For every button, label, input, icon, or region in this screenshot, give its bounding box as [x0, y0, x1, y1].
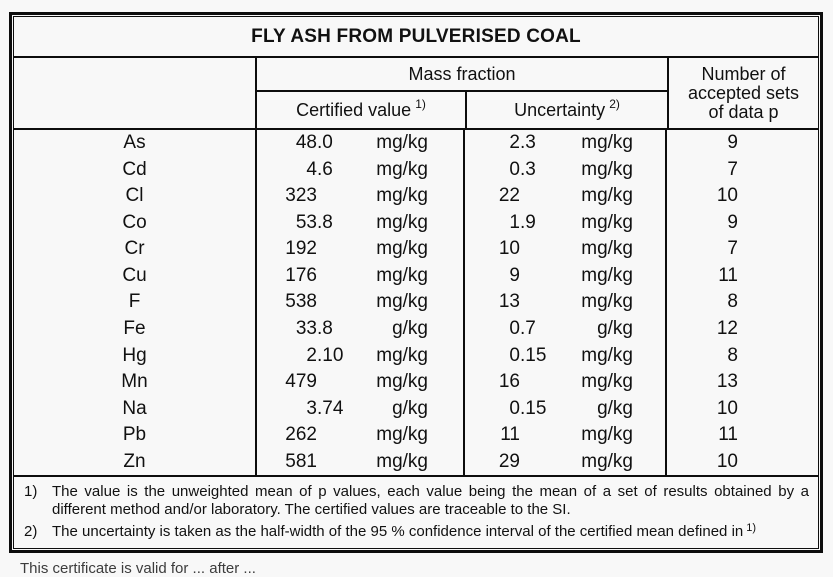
- certified-unit-cell: mg/kg: [367, 369, 465, 396]
- footnote-text: [52, 483, 812, 518]
- certified-unit-cell: mg/kg: [367, 130, 465, 157]
- certified-value-cell-fraction: .6: [317, 158, 333, 180]
- certified-value-cell-fraction: .0: [317, 132, 333, 154]
- uncertainty-unit-cell: mg/kg: [565, 422, 667, 449]
- certified-value-cell-integer: 262: [285, 424, 317, 446]
- certified-value-cell-integer: 3: [306, 397, 317, 419]
- certified-value-cell-integer: 2: [306, 344, 317, 366]
- certified-unit-cell: mg/kg: [367, 236, 465, 263]
- footnote-ref-1: 1): [415, 97, 426, 111]
- certified-value-cell: [257, 422, 367, 449]
- uncertainty-value-cell: [465, 422, 565, 449]
- uncertainty-value-cell: [465, 130, 565, 157]
- certified-value-cell-integer: 53: [295, 211, 317, 233]
- uncertainty-value-cell: [465, 342, 565, 369]
- uncertainty-value-cell-integer: 29: [498, 450, 520, 472]
- header-accepted-sets: [667, 58, 818, 128]
- certified-unit-cell: mg/kg: [367, 422, 465, 449]
- certified-value-cell-integer: 323: [285, 185, 317, 207]
- uncertainty-unit-cell: g/kg: [565, 316, 667, 343]
- uncertainty-value-cell-integer: 0: [509, 397, 520, 419]
- certified-value-cell-fraction: .8: [317, 317, 333, 339]
- element-cell: Cu: [14, 263, 257, 290]
- uncertainty-value-cell-integer: 0: [509, 317, 520, 339]
- footnote-marker: 2): [24, 523, 38, 540]
- uncertainty-value-cell: [465, 236, 565, 263]
- certified-value-cell-fraction: .10: [317, 344, 344, 366]
- sets-count-cell: 9: [727, 132, 738, 154]
- footnote-text-content: The value is the unweighted mean of p values, each value being the mean of a set of results obtained by a different method and/or laboratory. The certified values are traceable to the SI.: [52, 483, 809, 518]
- certified-unit-cell: g/kg: [367, 395, 465, 422]
- uncertainty-value-cell-integer: 10: [498, 238, 520, 260]
- uncertainty-value-cell-integer: 2: [509, 132, 520, 154]
- uncertainty-value-cell-integer: 22: [498, 185, 520, 207]
- footnote-text: [52, 523, 812, 543]
- uncertainty-value-cell-fraction: .3: [520, 158, 536, 180]
- certified-value-cell: [257, 289, 367, 316]
- header-certified-value-label: Certified value: [296, 99, 412, 120]
- certified-value-cell: [257, 342, 367, 369]
- certified-value-cell-fraction: .74: [317, 397, 344, 419]
- sets-count-cell: 11: [718, 424, 738, 446]
- table-row: [14, 236, 818, 263]
- sets-count-cell: 8: [727, 291, 738, 313]
- sets-count-cell: 10: [716, 185, 738, 207]
- uncertainty-value-cell-integer: 9: [509, 264, 520, 286]
- uncertainty-unit-cell: mg/kg: [565, 289, 667, 316]
- certified-value-cell: [257, 316, 367, 343]
- uncertainty-value-cell: [465, 263, 565, 290]
- uncertainty-unit-cell: g/kg: [565, 395, 667, 422]
- element-cell: As: [14, 130, 257, 157]
- element-cell: F: [14, 289, 257, 316]
- certified-value-cell-integer: 538: [285, 291, 317, 313]
- certified-value-cell: [257, 263, 367, 290]
- certificate-table-inner: [13, 16, 819, 549]
- certified-unit-cell: mg/kg: [367, 157, 465, 184]
- sets-count-cell: 12: [716, 317, 738, 339]
- uncertainty-unit-cell: mg/kg: [565, 369, 667, 396]
- element-cell: Fe: [14, 316, 257, 343]
- uncertainty-unit-cell: mg/kg: [565, 448, 667, 475]
- uncertainty-value-cell-fraction: .7: [520, 317, 536, 339]
- certified-unit-cell: mg/kg: [367, 263, 465, 290]
- header-uncertainty-label: Uncertainty: [514, 99, 606, 120]
- element-cell: Mn: [14, 369, 257, 396]
- element-cell: Hg: [14, 342, 257, 369]
- certified-value-cell: [257, 369, 367, 396]
- certified-value-cell: [257, 395, 367, 422]
- uncertainty-unit-cell: mg/kg: [565, 342, 667, 369]
- uncertainty-value-cell-integer: 0: [509, 344, 520, 366]
- footnote-superscript: 1): [746, 522, 757, 534]
- uncertainty-unit-cell: mg/kg: [565, 157, 667, 184]
- sets-count-cell: 7: [727, 158, 738, 180]
- table-row: [14, 130, 818, 157]
- table-row: [14, 316, 818, 343]
- uncertainty-value-cell: [465, 369, 565, 396]
- certified-value-cell: [257, 157, 367, 184]
- certified-value-cell-integer: 33: [295, 317, 317, 339]
- element-cell: Cl: [14, 183, 257, 210]
- uncertainty-value-cell: [465, 210, 565, 237]
- uncertainty-value-cell-integer: 0: [509, 158, 520, 180]
- table-row: [14, 342, 818, 369]
- uncertainty-value-cell-integer: 16: [498, 371, 520, 393]
- footer-validity-text: This certificate is valid for ... after ...: [20, 560, 256, 577]
- uncertainty-unit-cell: mg/kg: [565, 210, 667, 237]
- uncertainty-value-cell: [465, 289, 565, 316]
- footnote-ref-2: 2): [609, 97, 620, 111]
- uncertainty-unit-cell: mg/kg: [565, 263, 667, 290]
- certified-unit-cell: mg/kg: [367, 210, 465, 237]
- certified-unit-cell: mg/kg: [367, 289, 465, 316]
- header-accepted-sets-line3: of data p: [708, 101, 779, 122]
- uncertainty-value-cell: [465, 183, 565, 210]
- certified-value-cell: [257, 183, 367, 210]
- table-row: [14, 183, 818, 210]
- uncertainty-value-cell-fraction: .15: [520, 344, 547, 366]
- header-uncertainty: [465, 92, 667, 128]
- certified-unit-cell: mg/kg: [367, 183, 465, 210]
- uncertainty-value-cell: [465, 448, 565, 475]
- uncertainty-unit-cell: mg/kg: [565, 130, 667, 157]
- uncertainty-value-cell: [465, 316, 565, 343]
- certified-value-cell-integer: 176: [285, 264, 317, 286]
- sets-count-cell: 11: [718, 264, 738, 286]
- sets-count-cell: 10: [716, 397, 738, 419]
- table-row: [14, 289, 818, 316]
- sets-count-cell: 7: [727, 238, 738, 260]
- table-header: [14, 58, 818, 130]
- header-mass-fraction: Mass fraction: [257, 58, 667, 92]
- table-row: [14, 395, 818, 422]
- element-cell: Cd: [14, 157, 257, 184]
- element-cell: Cr: [14, 236, 257, 263]
- table-row: [14, 448, 818, 475]
- certified-value-cell: [257, 210, 367, 237]
- certified-unit-cell: mg/kg: [367, 342, 465, 369]
- certified-value-cell-integer: 192: [285, 238, 317, 260]
- table-body: [14, 130, 818, 477]
- sets-count-cell: 8: [727, 344, 738, 366]
- uncertainty-value-cell-integer: 13: [498, 291, 520, 313]
- element-cell: Co: [14, 210, 257, 237]
- table-row: [14, 210, 818, 237]
- sets-count-cell: 9: [727, 211, 738, 233]
- uncertainty-value-cell-integer: 11: [500, 424, 520, 446]
- certified-unit-cell: mg/kg: [367, 448, 465, 475]
- table-row: [14, 157, 818, 184]
- element-cell: Pb: [14, 422, 257, 449]
- uncertainty-unit-cell: mg/kg: [565, 236, 667, 263]
- certified-value-cell-fraction: .8: [317, 211, 333, 233]
- header-certified-value: [257, 92, 465, 128]
- footnote-2: [24, 523, 812, 543]
- certified-value-cell: [257, 448, 367, 475]
- certified-value-cell: [257, 236, 367, 263]
- certified-value-cell-integer: 48: [295, 132, 317, 154]
- sets-count-cell: 13: [716, 371, 738, 393]
- table-row: [14, 263, 818, 290]
- certified-value-cell-integer: 581: [285, 450, 317, 472]
- certified-value-cell-integer: 479: [285, 371, 317, 393]
- uncertainty-value-cell: [465, 157, 565, 184]
- element-cell: Zn: [14, 448, 257, 475]
- certified-value-cell: [257, 130, 367, 157]
- sets-count-cell: 10: [716, 450, 738, 472]
- uncertainty-value-cell-fraction: .9: [520, 211, 536, 233]
- footnotes-section: [14, 477, 818, 548]
- table-row: [14, 369, 818, 396]
- certificate-table: [9, 12, 823, 553]
- header-accepted-sets-line1: Number of: [701, 63, 786, 84]
- table-title: FLY ASH FROM PULVERISED COAL: [14, 17, 818, 58]
- uncertainty-value-cell-fraction: .15: [520, 397, 547, 419]
- uncertainty-unit-cell: mg/kg: [565, 183, 667, 210]
- footnote-1: [24, 483, 812, 518]
- table-row: [14, 422, 818, 449]
- uncertainty-value-cell: [465, 395, 565, 422]
- footnote-marker: 1): [24, 483, 38, 500]
- element-cell: Na: [14, 395, 257, 422]
- certified-unit-cell: g/kg: [367, 316, 465, 343]
- header-element-spacer: [14, 58, 257, 128]
- uncertainty-value-cell-integer: 1: [509, 211, 520, 233]
- uncertainty-value-cell-fraction: .3: [520, 132, 536, 154]
- header-accepted-sets-line2: accepted sets: [687, 82, 800, 103]
- certified-value-cell-integer: 4: [306, 158, 317, 180]
- footnote-text-content: The uncertainty is taken as the half-width of the 95 % confidence interval of the certified mean defined in: [52, 523, 744, 540]
